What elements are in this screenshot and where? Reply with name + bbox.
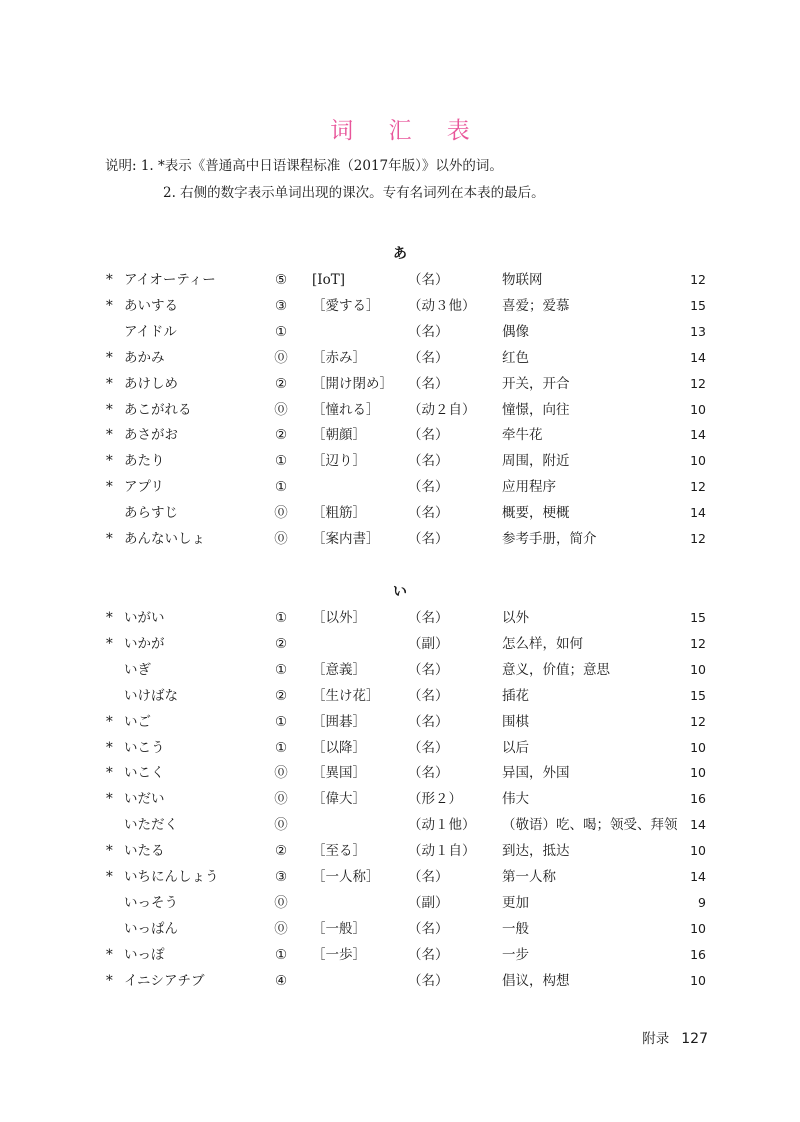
entry-word: いちにんしょう [124,869,219,885]
entry-word: いっぱん [124,920,178,937]
vocab-row [0,398,800,422]
entry-meaning: 倡议，构想 [502,972,570,989]
entry-kanji: [IoT] [312,272,345,288]
non-standard-marker: * [106,946,113,963]
vocab-row [0,736,800,760]
part-of-speech: （名） [408,739,449,756]
non-standard-marker: * [106,843,113,860]
entry-word: アイオーティー [124,272,216,288]
non-standard-marker: * [106,713,113,730]
vocab-row [0,632,800,656]
non-standard-marker: * [106,791,113,808]
vocab-row [0,372,800,396]
entry-meaning: 憧憬，向往 [502,401,570,418]
entry-word: いただく [124,817,178,834]
part-of-speech: （名） [408,531,449,547]
entry-word: いだい [124,791,165,808]
entry-kanji: ［開け閉め］ [312,375,393,392]
lesson-number: 12 [690,713,706,729]
entry-word: あかみ [124,349,165,366]
entry-word: あたり [124,453,165,470]
section-heading: い [393,584,407,600]
entry-kanji: ［一歩］ [312,946,366,963]
entry-kanji: ［囲碁］ [312,713,366,730]
part-of-speech: （名） [408,920,449,937]
lesson-number: 14 [690,427,706,443]
entry-word: あらすじ [124,505,178,522]
part-of-speech: （名） [408,323,449,340]
entry-meaning: 红色 [502,349,529,366]
entry-kanji: ［以降］ [312,739,366,756]
accent-mark: ③ [274,869,288,885]
non-standard-marker: * [106,765,113,782]
part-of-speech: （名） [408,453,449,470]
entry-word: あいする [124,297,178,314]
entry-meaning: 伟大 [502,791,529,808]
accent-mark: ⓪ [274,894,288,911]
non-standard-marker: * [106,531,113,547]
entry-meaning: 异国，外国 [502,765,570,782]
lesson-number: 10 [690,401,706,417]
lesson-number: 15 [690,687,706,703]
part-of-speech: （名） [408,479,449,496]
non-standard-marker: * [106,272,113,288]
part-of-speech: （名） [408,972,449,989]
entry-word: いぎ [124,661,151,678]
lesson-number: 14 [690,349,706,365]
entry-meaning: 围棋 [502,713,529,730]
lesson-number: 10 [690,661,706,677]
entry-word: あけしめ [124,375,178,392]
lesson-number: 14 [690,869,706,884]
entry-kanji: ［愛する］ [312,297,380,314]
note-line-2: 2. 右侧的数字表示单词出现的课次。专有名词列在本表的最后。 [163,185,545,201]
entry-word: アイドル [124,323,177,340]
entry-kanji: ［赤み］ [312,349,366,366]
entry-meaning: 怎么样，如何 [502,635,583,652]
accent-mark: ④ [274,972,288,989]
entry-word: いご [124,713,151,730]
vocab-row [0,294,800,318]
part-of-speech: （名） [408,610,449,626]
accent-mark: ② [274,687,288,704]
part-of-speech: （动２自） [408,401,476,418]
vocab-row [0,761,800,785]
page-footer [642,1027,708,1047]
entry-word: いこく [124,765,165,782]
accent-mark: ⓪ [274,765,288,782]
vocab-row [0,684,800,708]
part-of-speech: （动１他） [408,817,476,834]
entry-kanji: ［一般］ [312,920,366,937]
vocab-row [0,268,800,292]
entry-kanji: ［生け花］ [312,687,380,704]
non-standard-marker: * [106,349,113,366]
lesson-number: 10 [690,843,706,859]
entry-meaning: 到达，抵达 [502,843,570,860]
lesson-number: 9 [698,894,706,910]
non-standard-marker: * [106,427,113,444]
lesson-number: 16 [690,946,706,962]
entry-kanji: ［辺り］ [312,453,366,470]
lesson-number: 10 [690,765,706,781]
non-standard-marker: * [106,401,113,418]
accent-mark: ① [274,661,288,678]
entry-word: いがい [124,610,165,626]
vocab-row [0,320,800,344]
entry-kanji: ［案内書］ [312,531,380,547]
vocab-row [0,501,800,525]
non-standard-marker: * [106,453,113,470]
entry-meaning: 开关，开合 [502,375,570,392]
part-of-speech: （副） [408,894,449,911]
accent-mark: ③ [274,297,288,314]
entry-kanji: ［以外］ [312,610,366,626]
vocab-row [0,917,800,941]
entry-word: いっそう [124,894,178,911]
accent-mark: ⓪ [274,817,288,834]
page-title: 词 汇 表 [330,118,484,144]
vocab-row [0,606,800,630]
entry-meaning: 应用程序 [502,479,556,496]
lesson-number: 13 [690,323,706,339]
non-standard-marker: * [106,869,113,885]
accent-mark: ① [274,453,288,470]
vocab-row [0,969,800,993]
entry-meaning: 第一人称 [502,869,556,885]
vocab-row [0,449,800,473]
part-of-speech: （名） [408,946,449,963]
entry-kanji: ［憧れる］ [312,401,380,418]
non-standard-marker: * [106,739,113,756]
entry-word: あさがお [124,427,178,444]
entry-meaning: 物联网 [502,272,543,288]
lesson-number: 14 [690,817,706,833]
accent-mark: ① [274,946,288,963]
part-of-speech: （名） [408,505,449,522]
part-of-speech: （名） [408,272,449,288]
part-of-speech: （名） [408,687,449,704]
lesson-number: 14 [690,505,706,521]
accent-mark: ① [274,739,288,756]
vocab-row [0,865,800,889]
accent-mark: ① [274,323,288,340]
vocab-row [0,346,800,370]
entry-kanji: ［異国］ [312,765,366,782]
entry-meaning: 参考手册，简介 [502,531,597,547]
non-standard-marker: * [106,635,113,652]
section-heading: あ [393,246,407,262]
part-of-speech: （名） [408,427,449,444]
part-of-speech: （形２） [408,791,462,808]
entry-kanji: ［偉大］ [312,791,366,808]
lesson-number: 12 [690,479,706,495]
accent-mark: ② [274,843,288,860]
lesson-number: 10 [690,453,706,469]
vocab-row [0,813,800,837]
lesson-number: 12 [690,272,706,287]
entry-meaning: 一般 [502,920,529,937]
accent-mark: ① [274,713,288,730]
entry-word: いっぽ [124,946,165,963]
accent-mark: ② [274,375,288,392]
entry-meaning: 牵牛花 [502,427,543,444]
accent-mark: ⓪ [274,920,288,937]
lesson-number: 10 [690,739,706,755]
vocab-row [0,423,800,447]
entry-word: いけばな [124,687,178,704]
vocab-row [0,891,800,915]
accent-mark: ① [274,610,288,626]
entry-meaning: 喜爱；爱慕 [502,297,570,314]
entry-meaning: 以外 [502,610,529,626]
lesson-number: 12 [690,531,706,546]
accent-mark: ⓪ [274,401,288,418]
entry-word: イニシアチブ [124,972,205,989]
entry-meaning: 以后 [502,739,529,756]
vocab-row [0,943,800,967]
entry-meaning: 周围，附近 [502,453,570,470]
entry-meaning: 偶像 [502,323,529,340]
entry-word: あこがれる [124,401,192,418]
entry-word: いかが [124,635,165,652]
part-of-speech: （名） [408,713,449,730]
vocab-row [0,787,800,811]
vocab-row [0,839,800,863]
entry-meaning: 一步 [502,946,529,963]
accent-mark: ⓪ [274,349,288,366]
accent-mark: ① [274,479,288,496]
entry-kanji: ［至る］ [312,843,366,860]
entry-word: あんないしょ [124,531,205,547]
entry-meaning: 插花 [502,687,529,704]
lesson-number: 12 [690,635,706,651]
part-of-speech: （动１自） [408,843,476,860]
part-of-speech: （名） [408,661,449,678]
part-of-speech: （名） [408,765,449,782]
part-of-speech: （名） [408,375,449,392]
accent-mark: ② [274,427,288,444]
accent-mark: ② [274,635,288,652]
lesson-number: 10 [690,972,706,988]
part-of-speech: （动３他） [408,297,476,314]
part-of-speech: （副） [408,635,449,652]
lesson-number: 15 [690,297,706,313]
footer-label: 附录 [642,1031,670,1047]
entry-meaning: 更加 [502,894,529,911]
accent-mark: ⓪ [274,531,288,547]
lesson-number: 12 [690,375,706,391]
vocab-row [0,527,800,551]
non-standard-marker: * [106,297,113,314]
entry-meaning: 意义，价值；意思 [502,661,610,678]
vocab-row [0,658,800,682]
entry-meaning: 概要，梗概 [502,505,570,522]
entry-word: いこう [124,739,165,756]
part-of-speech: （名） [408,349,449,366]
part-of-speech: （名） [408,869,449,885]
entry-word: アプリ [124,479,164,496]
accent-mark: ⓪ [274,791,288,808]
non-standard-marker: * [106,972,113,989]
lesson-number: 16 [690,791,706,807]
accent-mark: ⓪ [274,505,288,522]
non-standard-marker: * [106,375,113,392]
vocab-row [0,710,800,734]
entry-word: いたる [124,843,165,860]
non-standard-marker: * [106,479,113,496]
non-standard-marker: * [106,610,113,626]
note-line-1: 说明: 1. *表示《普通高中日语课程标准（2017年版）》以外的词。 [105,158,503,174]
vocab-row [0,475,800,499]
entry-kanji: ［意義］ [312,661,366,678]
page-number: 127 [681,1031,708,1047]
lesson-number: 15 [690,610,706,625]
accent-mark: ⑤ [274,272,288,288]
entry-kanji: ［一人称］ [312,869,380,885]
entry-kanji: ［粗筋］ [312,505,366,522]
entry-meaning: （敬语）吃、喝；领受、拜领 [502,817,678,834]
lesson-number: 10 [690,920,706,936]
entry-kanji: ［朝顔］ [312,427,366,444]
